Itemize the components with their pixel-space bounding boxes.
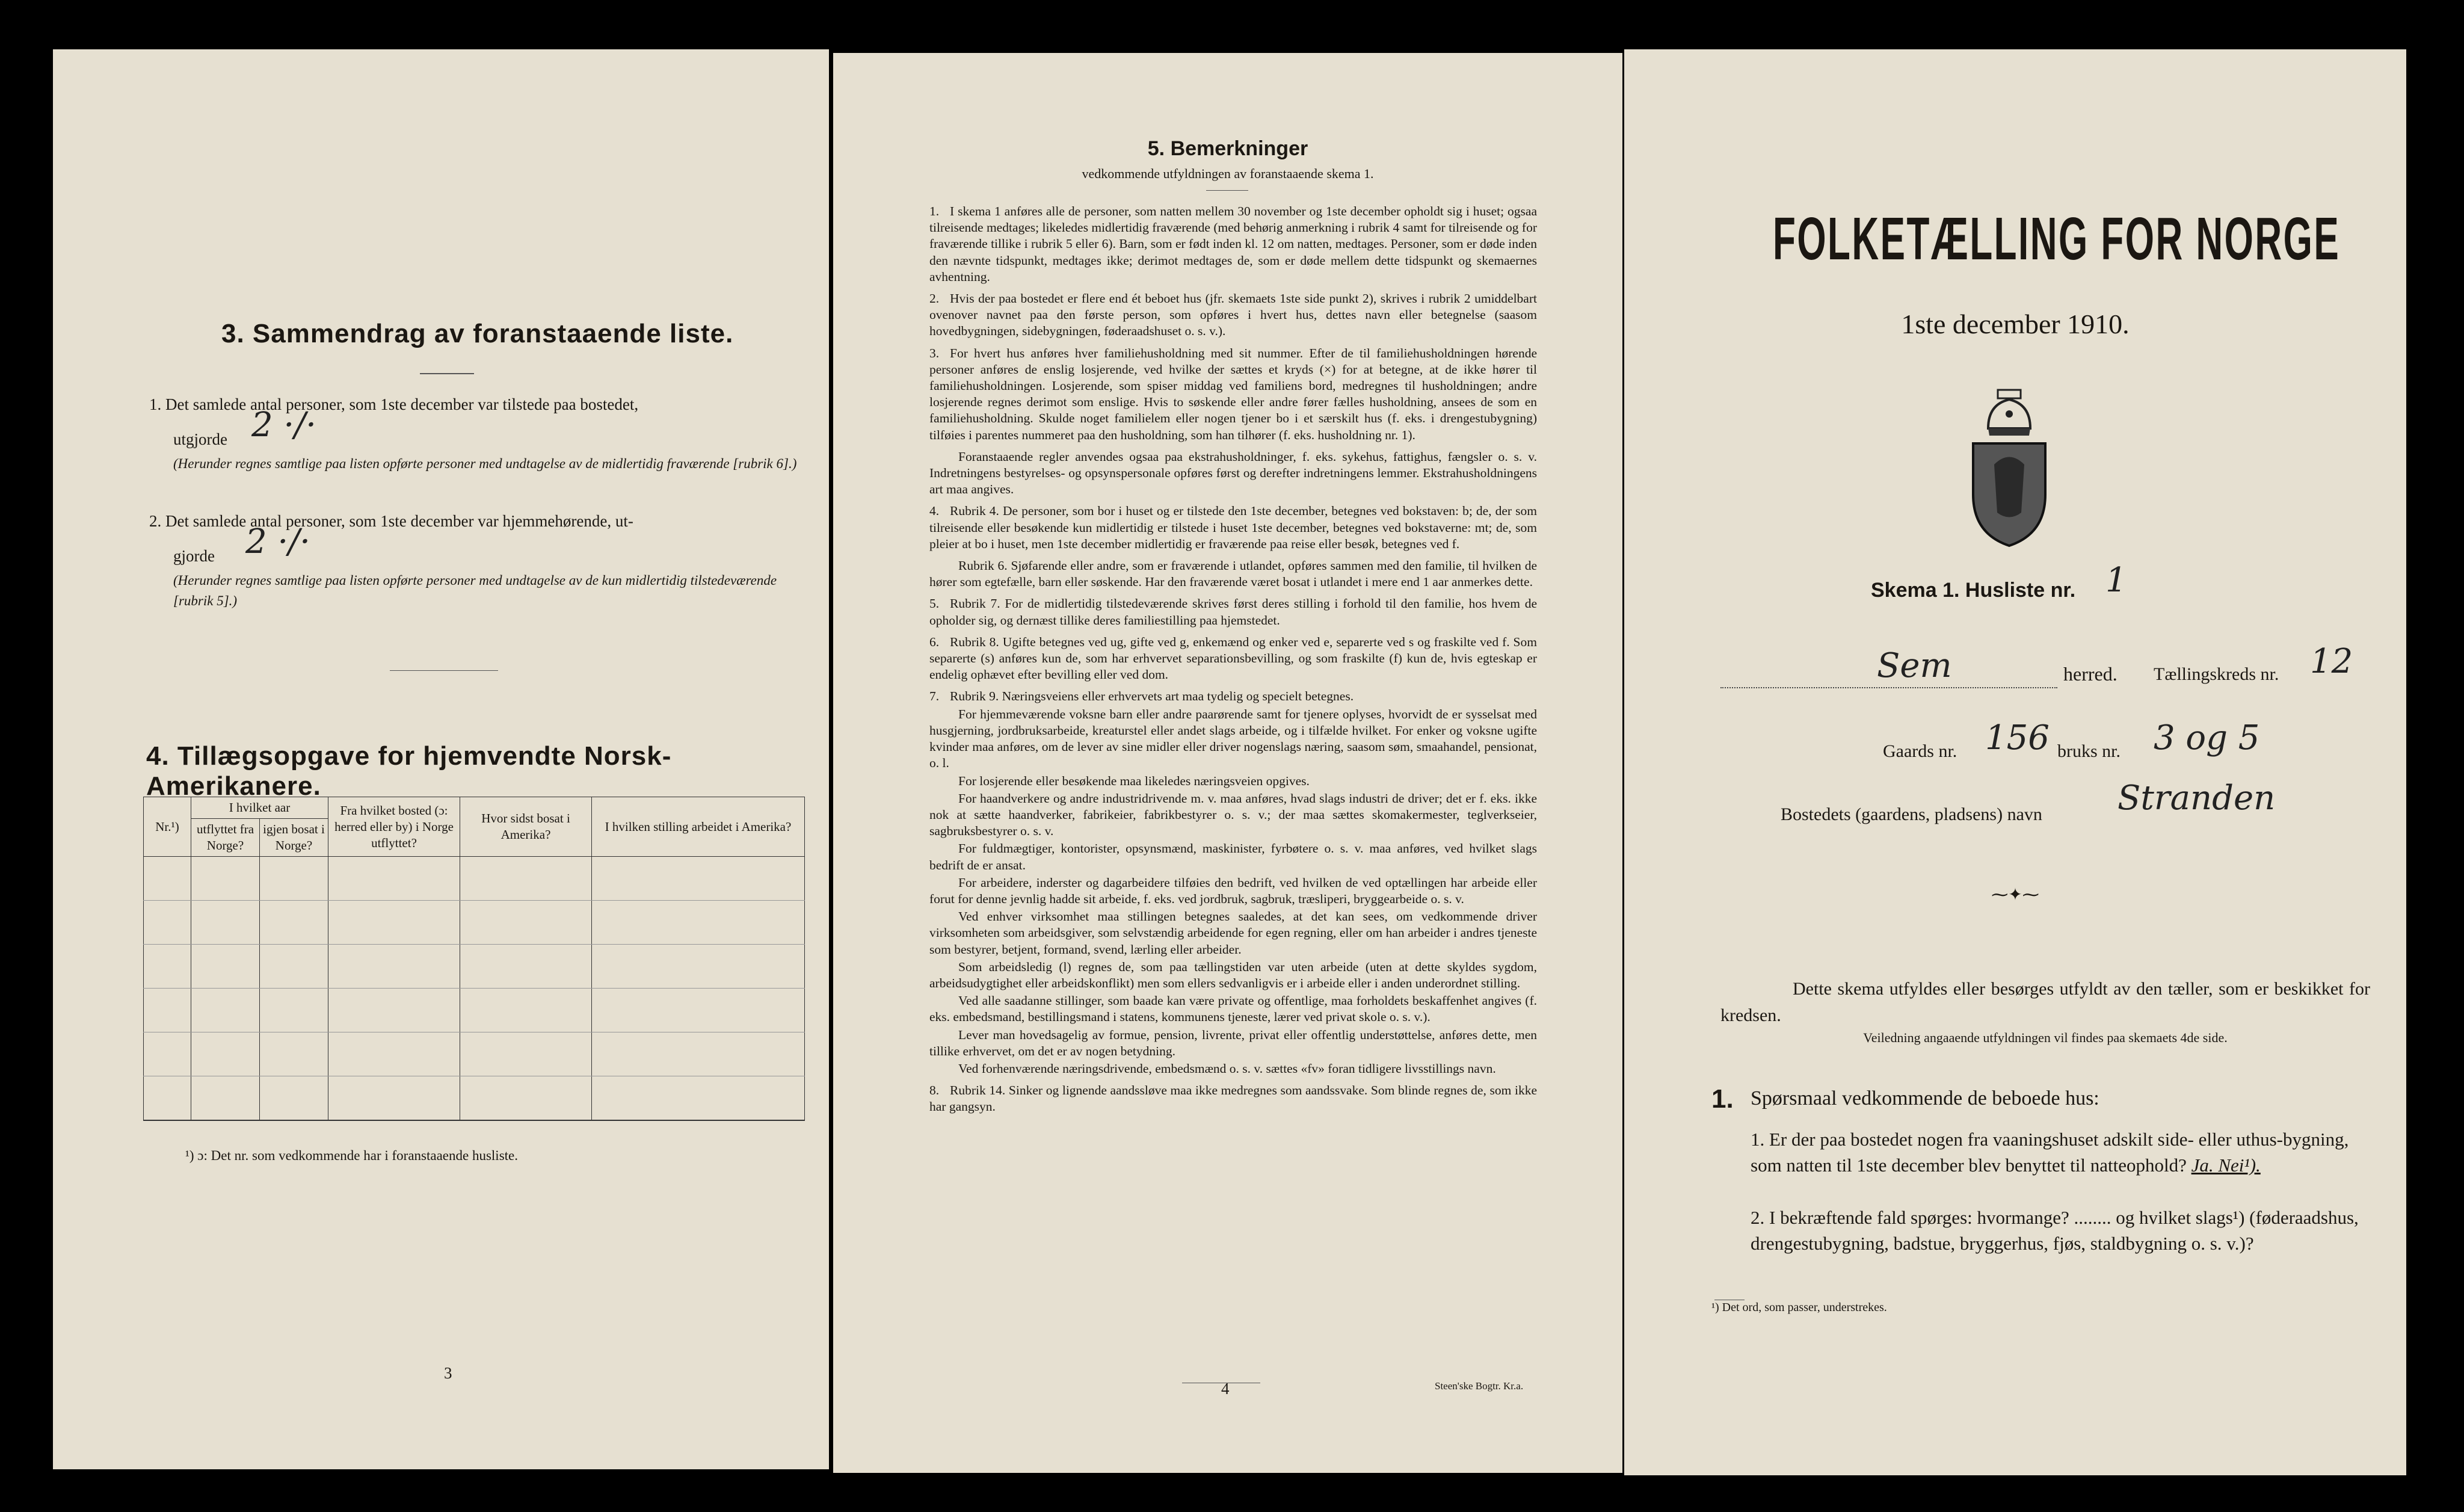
gaards-value: 156: [1985, 718, 2050, 758]
husliste-number: 1: [2105, 561, 2127, 600]
question-1: [1751, 1126, 2370, 1178]
table-footnote: ¹) ɔ: Det nr. som vedkommende har i foranstaaende husliste.: [185, 1148, 518, 1163]
remark-item: Rubrik 6. Sjøfarende eller andre, som er fraværende i utlandet, opføres sammen med den familie, til hvilken de hører som egtefælle, barn eller søskende. Har den fraværende været bosat i utlandet i mere end 1 aar anmerkes dette.: [929, 558, 1537, 590]
table-row: [144, 945, 805, 989]
remark-item: For arbeidere, inderster og dagarbeidere tilføies den bedrift, ved hvilken de ved optællingen har arbeide eller forut for denne jevnlig hadde sit arbeide, f. eks. ved jordbruk, sagbruk, træsliperi, bryggearbeide o. s. v.: [929, 875, 1537, 906]
table-header-row: [144, 797, 805, 819]
divider: [390, 670, 498, 671]
census-title-text: FOLKETÆLLING FOR NORGE: [1773, 205, 2341, 273]
left-page: [53, 49, 829, 1469]
page-number: 4: [1221, 1380, 1230, 1398]
col-returned: igjen bosat i Norge?: [260, 819, 328, 857]
item1-text: 1. Det samlede antal personer, som 1ste december var tilstede paa bostedet,: [149, 395, 639, 413]
remark-item: For losjerende eller besøkende maa likeledes næringsveien opgives.: [958, 773, 1310, 788]
table-row: [144, 1032, 805, 1076]
question-2: 2. I bekræftende fald spørges: hvormange? ........ og hvilket slags¹) (føderaadshus, drengestubygning, badstue, bryggerhus, fjøs, staldbygning o. s. v.)?: [1751, 1207, 2359, 1254]
right-page: [1624, 49, 2406, 1475]
question-1-answer: Ja. Nei¹).: [2191, 1155, 2261, 1176]
ornament: ⁓✦⁓: [1991, 886, 2039, 904]
gaards-label: Gaards nr.: [1883, 741, 1957, 761]
remark-item: 2. Hvis der paa bostedet er flere end ét beboet hus (jfr. skemaets 1ste side punkt 2), skrives i rubrik 2 umiddelbart ovenover navnet paa den første person, som opføres i hvert hus, dettes navn eller betegnelse (saasom hovedbygningen, sidebygningen, føderaadshuset o. s. v.).: [929, 291, 1537, 339]
kreds-value: 12: [2310, 642, 2353, 681]
item1-note: (Herunder regnes samtlige paa listen opførte personer med undtagelse av de midlertidig fraværende [rubrik 6].): [173, 456, 797, 471]
table-row: [144, 857, 805, 901]
coat-of-arms-icon: [1964, 386, 2054, 549]
page-number: 3: [444, 1364, 452, 1382]
remark-item: 1. I skema 1 anføres alle de personer, som natten mellem 30 november og 1ste december opholdt sig i huset; ogsaa tilreisende medtages; likeledes midlertidig fraværende (med behørig anmerkning i rubrik 4 samt for tilreisende og for fraværende tillike i rubrik 5 eller 6). Barn, som er født inden kl. 12 om natten, medtages. Personer, som er døde inden den nævnte tidspunkt, medtages ikke; derimot medtages de, som er døde mellem dette tidspunkt og skemaernes avhentning.: [929, 204, 1537, 284]
bruks-label: bruks nr.: [2057, 741, 2121, 761]
remark-item: For fuldmægtiger, kontorister, opsynsmænd, maskinister, fyrbøtere o. s. v. maa anføres, ved hvilket slags bedrift de er ansat.: [929, 841, 1537, 872]
question-1-text: 1. Er der paa bostedet nogen fra vaaningshuset adskilt side- eller uthus-bygning, som natten til 1ste december blev benyttet til natteophold?: [1751, 1129, 2349, 1176]
remark-item: 4. Rubrik 4. De personer, som bor i huset og er tilstede den 1ste december, betegnes ved bokstaven: b; de, der som tilreisende eller besøkende kun midlertidig er tilstede i huset 1ste december, betegnes ved bokstaverne: mt; de, som pleier at bo i huset, men 1ste december midlertidig er fraværende paa reise eller besøk, betegnes ved f.: [929, 504, 1537, 551]
right-footnote: ¹) Det ord, som passer, understrekes.: [1711, 1301, 1887, 1314]
section4-title: 4. Tillægsopgave for hjemvendte Norsk-Amerikanere.: [146, 741, 672, 801]
kreds-label: Tællingskreds nr.: [2154, 664, 2279, 684]
instruction: Dette skema utfyldes eller besørges utfyldt av den tæller, som er beskikket for kredsen.: [1720, 979, 2370, 1025]
col-emigrated: utflyttet fra Norge?: [191, 819, 260, 857]
remark-item: Ved enhver virksomhet maa stillingen betegnes saaledes, at det kan sees, om vedkommende driver virksomheten som arbeidsgiver, som selvstændig arbeidende for egen regning, eller om han arbeider i andres tjeneste som bestyrer, betjent, formand, svend, lærling eller arbeider.: [929, 909, 1537, 957]
remark-item: 6. Rubrik 8. Ugifte betegnes ved ug, gifte ved g, enkemænd og enker ved e, separerte ved s og fraskilte ved f. Som separerte (s) anføres kun de, som har erhvervet separationsbevilling, og som fraskilte (f) kun de, hvis egteskap er endelig ophævet efter bevilling eller ved dom.: [929, 634, 1537, 682]
bosted-label: Bostedets (gaardens, pladsens) navn: [1781, 804, 2042, 824]
table-row: [144, 901, 805, 945]
item2-text: 2. Det samlede antal personer, som 1ste december var hjemmehørende, ut-: [149, 512, 633, 530]
item1-label: utgjorde: [173, 430, 227, 448]
bruks-value: 3 og 5: [2154, 718, 2260, 758]
divider: [420, 373, 474, 374]
remark-item: For hjemmeværende voksne barn eller andre paarørende samt for tjenere oplyses, hvorvidt de er sysselsat med husgjerning, jordbruksarbeide, kreaturstel eller andet slags arbeide, og i tilfælde hvilket. For enker og voksne ugifte kvinder maa anføres, om de lever av sine midler eller driver nogenslags næring, saasom søm, smaahandel, pensionat, o. l.: [929, 706, 1537, 771]
table-row: [144, 1076, 805, 1121]
remark-item: 5. Rubrik 7. For de midlertidig tilstedeværende skrives først deres stilling i forhold til den familie, hos hvem de opholder sig, og dernæst tillike deres familiestilling paa hjemstedet.: [929, 596, 1537, 628]
schema-label: Skema 1. Husliste nr.: [1871, 579, 2076, 602]
item2-value: 2 ·/·: [245, 522, 310, 561]
col-last-lived: Hvor sidst bosat i Amerika?: [460, 797, 592, 857]
remark-item: 8. Rubrik 14. Sinker og lignende aandssløve maa ikke medregnes som aandssvake. Som blinde regnes de, som ikke har gangsyn.: [929, 1083, 1537, 1114]
herred-label: herred.: [2063, 663, 2118, 685]
instruction-small: Veiledning angaaende utfyldningen vil findes paa skemaets 4de side.: [1863, 1030, 2228, 1045]
remark-item: Foranstaaende regler anvendes ogsaa paa ekstrahusholdninger, f. eks. sykehus, fattighus, fængsler o. s. v. Indretningens bestyrelses- og opsynspersonale opføres først og derefter indretningens lemmer. Ekstrahusholdningens art maa angives.: [929, 449, 1537, 497]
col-nr: Nr.¹): [144, 797, 191, 857]
remark-item: Som arbeidsledig (l) regnes de, som paa tællingstiden var uten arbeide (uten at dette skyldes sygdom, arbeidsudygtighet eller arbeidskonflikt) men som ellers sedvanligvis er i arbeide eller i anden underordnet stilling.: [929, 959, 1537, 990]
item2-note: (Herunder regnes samtlige paa listen opførte personer med undtagelse av de kun midlertidig tilstedeværende [rubrik 5].): [173, 573, 777, 608]
census-title: [1624, 205, 2406, 274]
remarks-list: [929, 203, 1537, 1121]
col-year-group: I hvilket aar: [191, 797, 328, 819]
remark-item: Ved alle saadanne stillinger, som baade kan være private og offentlige, maa forholdets beskaffenhet angives (f. eks. embedsmand, bestillingsmand i statens, kommunens tjeneste, lærer ved privat skole o. s. v.).: [929, 993, 1537, 1025]
question-heading-number: 1.: [1711, 1084, 1734, 1114]
printer-mark: Steen'ske Bogtr. Kr.a.: [1435, 1380, 1524, 1392]
remarks-title: 5. Bemerkninger: [1147, 137, 1308, 160]
remark-item: 7. Rubrik 9. Næringsveiens eller erhvervets art maa tydelig og specielt betegnes.: [929, 689, 1354, 704]
census-date: 1ste december 1910.: [1901, 309, 2130, 339]
remark-item: 3. For hvert hus anføres hver familiehusholdning med sit nummer. Efter de til familiehusholdningen hørende personer anføres de enslig losjerende, ved hvilke der sættes et kryds (×) for at betegne, at de ikke hører til familiehusholdningen. Losjerende, som spiser middag ved familiens bord, medregnes til husholdningen; andre losjerende regnes derimot som enslige. Hvis to søskende eller andre fører fælles husholdning, ansees de som en familiehusholdning. Skulde noget familielem eller nogen tjener bo i et særskilt hus (f. eks. i drengestubygning) tilføies i parentes nummeret paa den husholdning, som han tilhører (f. eks. husholdning nr. 1).: [929, 345, 1537, 442]
question-heading: Spørsmaal vedkommende de beboede hus:: [1751, 1087, 2099, 1109]
col-occupation: I hvilken stilling arbeidet i Amerika?: [592, 797, 805, 857]
norsk-amerikanere-table: [143, 797, 805, 1121]
bosted-value: Stranden: [2118, 779, 2276, 818]
col-from-where: Fra hvilket bosted (ɔ: herred eller by) i Norge utflyttet?: [328, 797, 460, 857]
remark-item: Ved forhenværende næringsdrivende, embedsmænd o. s. v. sættes «fv» foran tidligere livsstillings navn.: [958, 1061, 1496, 1076]
divider: [1206, 190, 1248, 191]
section3-title: 3. Sammendrag av foranstaaende liste.: [221, 319, 734, 348]
middle-page: [833, 53, 1622, 1473]
herred-value: Sem: [1877, 646, 1952, 685]
remark-item: Lever man hovedsagelig av formue, pension, livrente, privat eller offentlig understøttelse, anføres dette, men tillike erhvervet, om det er av nogen betydning.: [929, 1027, 1537, 1058]
remarks-subtitle: vedkommende utfyldningen av foranstaaende skema 1.: [1082, 166, 1374, 181]
item2-label: gjorde: [173, 547, 215, 565]
remark-item: For haandverkere og andre industridrivende m. v. maa anføres, hvad slags industri de driver; det er f. eks. ikke nok at sætte haandverker, fabrikeier, fabrikbestyrer o. s. v.; der maa sættes skomakermester, teglverkseier, sagbruksbestyrer o. s. v.: [929, 791, 1537, 839]
item1-value: 2 ·/·: [251, 406, 316, 445]
table-row: [144, 989, 805, 1032]
